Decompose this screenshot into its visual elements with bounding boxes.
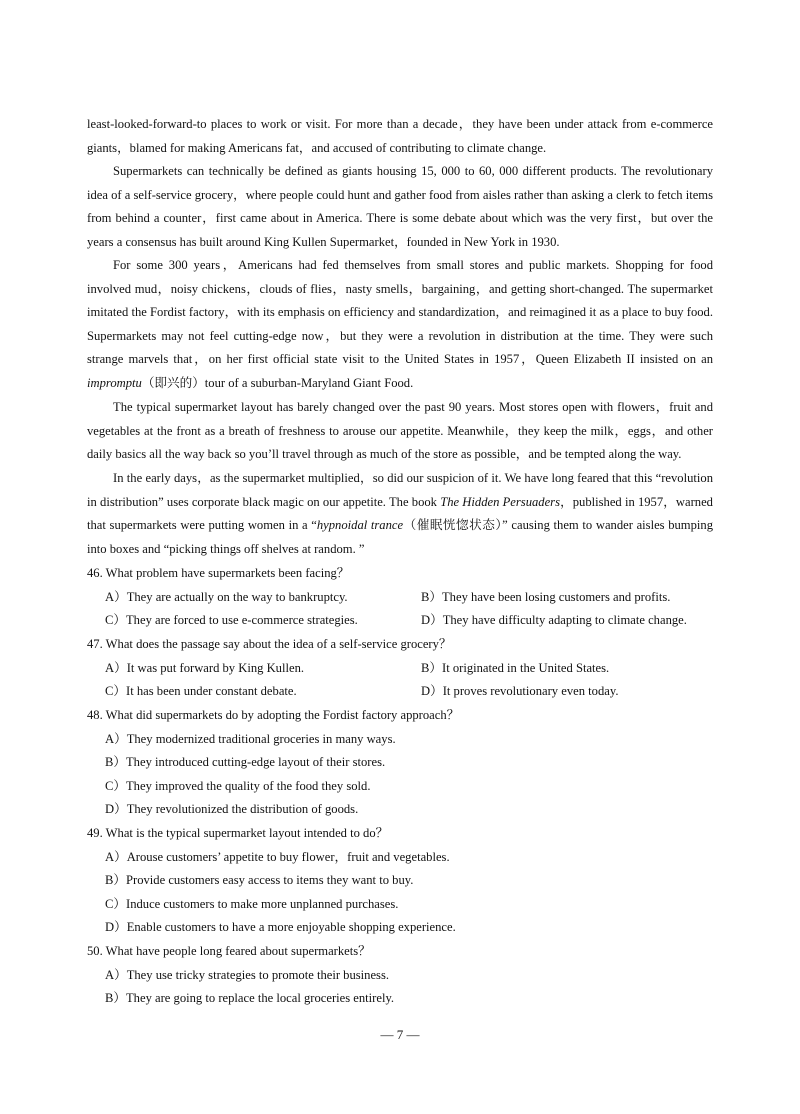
option-48-a: A）They modernized traditional groceries in many ways. xyxy=(105,732,396,746)
passage-paragraph xyxy=(87,113,713,160)
passage-paragraph xyxy=(87,254,713,395)
italic-term: hypnoidal trance xyxy=(316,518,404,532)
paragraph-text: The typical supermarket layout has barely changed over the past 90 years. Most stores open with flowers，fruit and vegetables at the front as a breath of freshness to arouse our appetite. Meanwhile，they keep the milk，eggs，and other daily basics all the way back so you’ll travel through as much of the store as possible，and be tempted along the way. xyxy=(87,400,713,461)
option-49-a: A）Arouse customers’ appetite to buy flower，fruit and vegetables. xyxy=(105,850,450,864)
passage-paragraph xyxy=(87,396,713,467)
option-49-c: C）Induce customers to make more unplanned purchases. xyxy=(105,897,399,911)
paragraph-text: For some 300 years，Americans had fed themselves from small stores and public markets. Shopping for food involved mud，noisy chickens，clouds of flies，nasty smells，bargaining，and getting short-changed. The supermarket imitated the Fordist factory，with its emphasis on efficiency and standardization，and reimagined it as a place to buy food. Supermarkets may not feel cutting-edge now，but they were a revolution in distribution at the time. They were such strange marvels that，on her first official state visit to the United States in 1957，Queen Elizabeth II insisted on an xyxy=(87,258,713,366)
paragraph-text: ，published in 1957，warned that supermarkets were putting women in a “ xyxy=(87,494,713,532)
option-47-b: B）It originated in the United States. xyxy=(421,661,610,675)
paragraph-text: （催眠恍惚状态）” causing them to wander aisles bumping into boxes and “picking things off shelves at random. ” xyxy=(87,518,713,556)
option-47-c: C）It has been under constant debate. xyxy=(105,684,297,698)
paragraph-text: In the early days，as the supermarket multiplied，so did our suspicion of it. We have long feared that this “revolution in distribution” uses corporate black magic on our appetite. The book xyxy=(87,471,713,509)
book-title: The Hidden Persuaders xyxy=(440,494,560,509)
italic-term: impromptu xyxy=(87,375,142,390)
passage-paragraph xyxy=(87,160,713,254)
paragraph-text: （即兴的）tour of a suburban-Maryland Giant Food. xyxy=(141,375,414,390)
option-46-a: A）They are actually on the way to bankruptcy. xyxy=(105,590,348,604)
paragraph-text: Supermarkets can technically be defined as giants housing 15, 000 to 60, 000 different products. The revolutionary idea of a self-service grocery，where people could hunt and gather food from aisles rather than asking a clerk to fetch items from behind a counter，first came about in America. There is some debate about which was the very first，but over the years a consensus has built around King Kullen Supermarket，founded in New York in 1930. xyxy=(87,164,713,249)
option-47-a: A）It was put forward by King Kullen. xyxy=(105,661,305,675)
page-number: — 7 — xyxy=(380,1027,420,1042)
option-46-c: C）They are forced to use e-commerce strategies. xyxy=(105,613,358,627)
passage-paragraph xyxy=(87,467,713,561)
question-stem-49: 49. What is the typical supermarket layout intended to do？ xyxy=(87,826,389,840)
question-stem-48: 48. What did supermarkets do by adopting the Fordist factory approach？ xyxy=(87,708,460,722)
question-stem-46: 46. What problem have supermarkets been facing？ xyxy=(87,566,350,580)
option-46-d: D）They have difficulty adapting to climate change. xyxy=(421,613,687,627)
option-48-d: D）They revolutionized the distribution of goods. xyxy=(105,802,359,816)
option-48-b: B）They introduced cutting-edge layout of their stores. xyxy=(105,755,386,769)
option-49-d: D）Enable customers to have a more enjoyable shopping experience. xyxy=(105,920,456,934)
option-46-b: B）They have been losing customers and profits. xyxy=(421,590,671,604)
option-48-c: C）They improved the quality of the food they sold. xyxy=(105,779,371,793)
option-50-a: A）They use tricky strategies to promote their business. xyxy=(105,968,389,982)
option-49-b: B）Provide customers easy access to items they want to buy. xyxy=(105,873,414,887)
paragraph-text: least-looked-forward-to places to work or visit. For more than a decade，they have been under attack from e-commerce giants，blamed for making Americans fat，and accused of contributing to climate change. xyxy=(87,117,713,155)
option-50-b: B）They are going to replace the local groceries entirely. xyxy=(105,991,395,1005)
question-stem-50: 50. What have people long feared about supermarkets？ xyxy=(87,944,371,958)
option-47-d: D）It proves revolutionary even today. xyxy=(421,684,619,698)
question-stem-47: 47. What does the passage say about the idea of a self-service grocery？ xyxy=(87,637,452,651)
